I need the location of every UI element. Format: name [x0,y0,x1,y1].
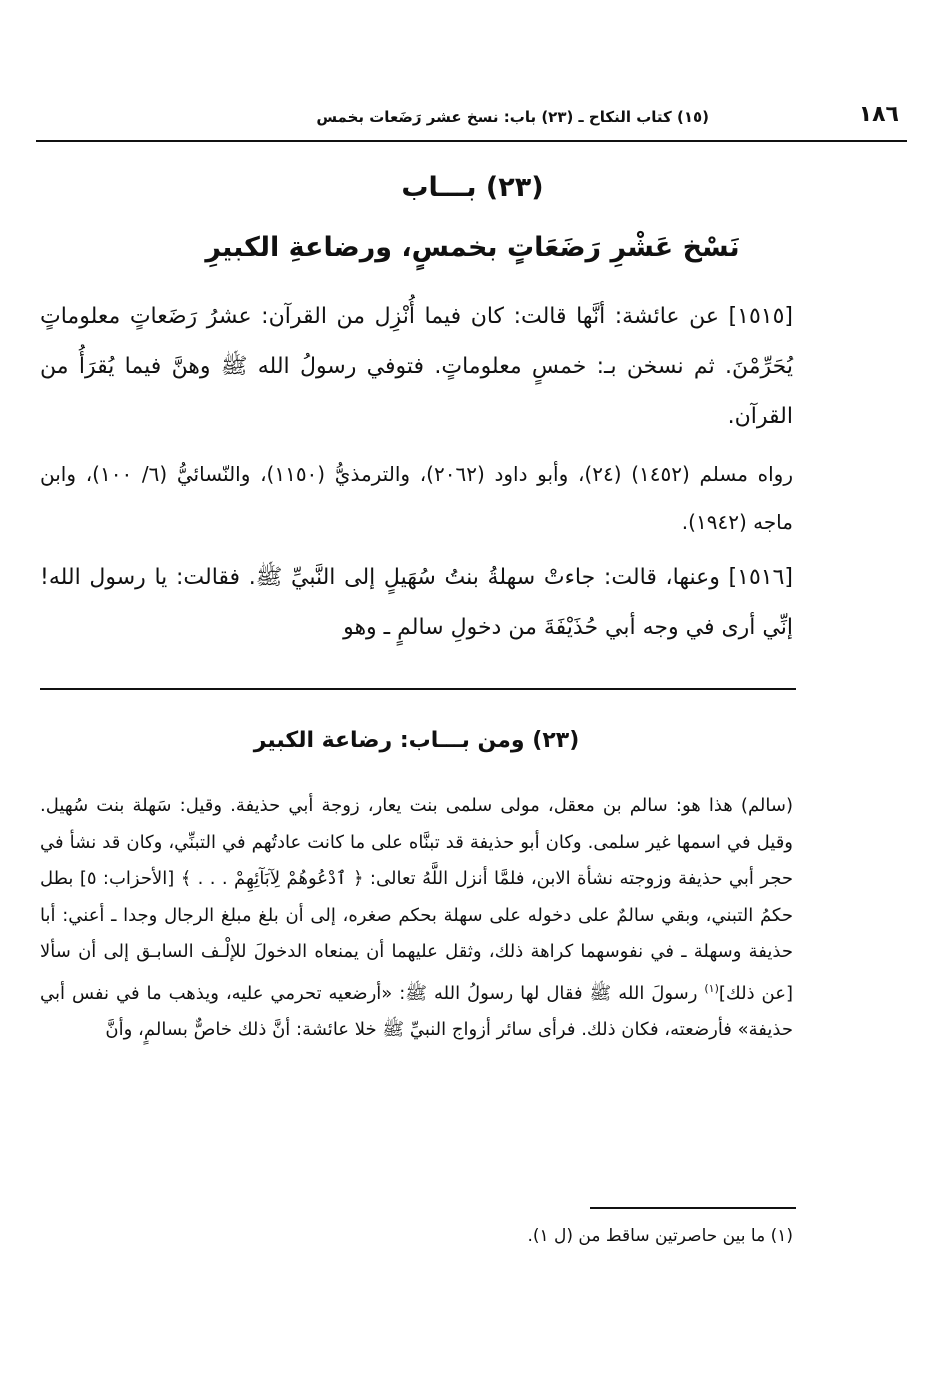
commentary-divider [40,688,796,690]
commentary-title: (٢٣) ومن بـــاب: رضاعة الكبير [253,728,580,753]
running-header [36,100,909,140]
chapter-title: (٢٣) بـــاب [401,172,544,203]
hadith-1516: [١٥١٦] وعنها، قالت: جاءتْ سهلةُ بنتُ سُهَيلٍ إلى النَّبيِّ ﷺ. فقالت: يا رسول الله! إنِّي أرى في وجه أبي حُذَيْفَةَ من دخولِ سالمٍ ـ وهو [40,565,793,640]
commentary-text-part-2: رسولَ الله ﷺ فقال لها رسولُ الله ﷺ: «أرضعيه تحرمي عليه، ويذهب ما في نفس أبي حذيفة» فأرضعته، فكان ذلك. فرأى سائر أزواج النبيِّ ﷺ خلا عائشة: أنَّ ذلك خاصٌّ بسالمٍ، وأنَّ [40,982,793,1040]
commentary-text [40,788,793,1049]
hadith-1515: [١٥١٥] عن عائشة: أنَّها قالت: كان فيما أُنْزِل من القرآن: عشرُ رَضَعاتٍ معلوماتٍ يُحَرِّمْنَ. ثم نسخن بـ: خمسٍ معلوماتٍ. فتوفي رسولُ الله ﷺ وهنَّ فيما يُقرَأُ من القرآن. [40,304,793,429]
hadith-takhrij: رواه مسلم (١٤٥٢) (٢٤)، وأبو داود (٢٠٦٢)، والترمذيُّ (١١٥٠)، والنّسائيُّ (٦/ ١٠٠)، وابن ماجه (١٩٤٢). [40,462,793,534]
page-number: ١٨٦ [858,102,899,127]
footnote-marker[interactable]: (١) [704,981,719,995]
chapter-subtitle: نَسْخ عَشْرِ رَضَعَاتٍ بخمسٍ، ورضاعةِ الكبيرِ [205,232,740,263]
footnote-divider [590,1207,796,1209]
running-title: (١٥) كتاب النكاح ـ (٢٣) باب: نسخ عشر رَضَعات بخمس [316,108,709,126]
commentary-text-part-1: (سالم) هذا هو: سالم بن معقل، مولى سلمى بنت يعار، زوجة أبي حذيفة. وقيل: سَهلة بنت سُهيل. وقيل في اسمها غير سلمى. وكان أبو حذيفة قد تبنَّاه على ما كانت عادتُهم في التبنِّي، وكان قد نشأ في حجر أبي حذيفة وزوجته نشأة الابن، فلمَّا أنزل اللَّهُ تعالى: ﴿ ٱدْعُوهُمْ لِآبَآئِهِمْ . . . ﴾ [الأحزاب: ٥] بطل حكمُ التبني، وبقي سالمٌ على دخوله على سهلة بحكم صغره، إلى أن بلغ مبلغ الرجال وجدا ـ أعني: أبا حذيفة وسهلة ـ في نفوسهما كراهة ذلك، وثقل عليهما أن يمنعاه الدخولَ للإلْـف السابـق إلى أن سألا [عن ذلك] [40,795,793,1004]
footnote: (١) ما بين حاصرتين ساقط من (ل ١). [527,1226,793,1246]
header-divider [36,140,907,142]
